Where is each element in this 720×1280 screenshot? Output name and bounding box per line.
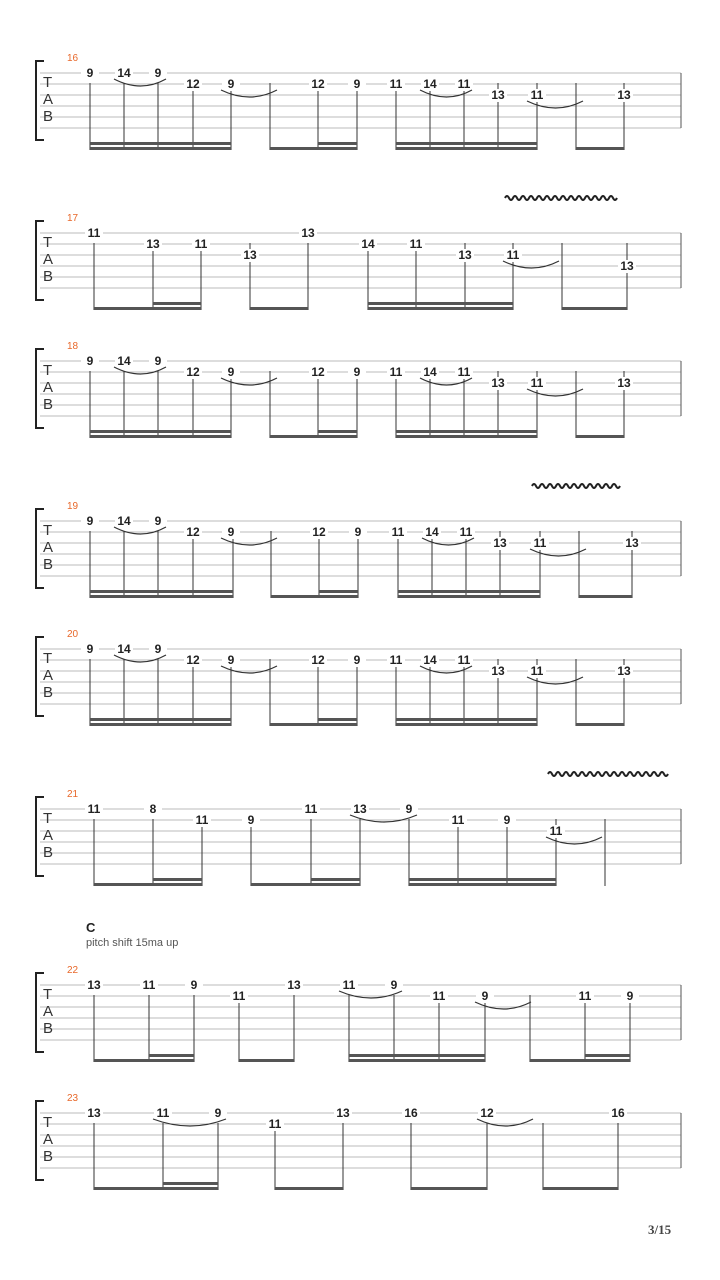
tie-arc <box>527 389 583 396</box>
tab-clef-letter: B <box>43 108 54 125</box>
measure-number: 23 <box>67 1093 79 1104</box>
fret-number: 9 <box>227 77 235 91</box>
note-beam <box>396 142 537 145</box>
note-beam <box>90 142 231 145</box>
tab-clef-letter: T <box>43 362 53 379</box>
tie-arc <box>527 101 583 108</box>
tab-system <box>36 53 681 150</box>
note-beam <box>411 1187 487 1190</box>
tab-clef-letter: T <box>43 74 53 91</box>
fret-number: 13 <box>301 226 315 240</box>
measure-number: 20 <box>67 629 79 640</box>
fret-number: 9 <box>247 813 255 827</box>
fret-number: 11 <box>391 525 405 539</box>
note-beam <box>318 723 357 726</box>
note-beam <box>396 430 537 433</box>
fret-number: 13 <box>617 376 631 390</box>
fret-number: 9 <box>190 978 198 992</box>
note-beam <box>153 878 202 881</box>
tab-clef-letter: T <box>43 234 53 251</box>
note-beam <box>396 147 537 150</box>
note-beam <box>90 723 231 726</box>
note-beam <box>398 595 540 598</box>
note-beam <box>349 1059 485 1062</box>
fret-number: 12 <box>312 525 326 539</box>
tie-arc <box>221 666 277 673</box>
tab-system <box>36 341 681 438</box>
fret-number: 13 <box>491 88 505 102</box>
tie-arc <box>221 90 277 97</box>
section-label: C <box>86 920 96 935</box>
tab-system <box>36 629 681 726</box>
note-beam <box>319 595 358 598</box>
tab-clef-letter: B <box>43 1148 54 1165</box>
note-beam <box>311 878 360 881</box>
note-beam <box>90 590 233 593</box>
fret-number: 14 <box>117 642 131 656</box>
fret-number: 9 <box>353 365 361 379</box>
fret-number: 13 <box>625 536 639 550</box>
measure-number: 18 <box>67 341 79 352</box>
fret-number: 13 <box>87 978 101 992</box>
fret-number: 13 <box>243 248 257 262</box>
fret-number: 13 <box>287 978 301 992</box>
fret-number: 11 <box>506 248 520 262</box>
fret-number: 11 <box>578 989 592 1003</box>
tie-arc <box>530 549 586 556</box>
tab-clef-letter: T <box>43 1114 53 1131</box>
tab-clef-letter: B <box>43 396 54 413</box>
fret-number: 11 <box>389 365 403 379</box>
fret-number: 11 <box>432 989 446 1003</box>
note-beam <box>90 718 231 721</box>
fret-number: 11 <box>195 813 209 827</box>
fret-number: 14 <box>117 66 131 80</box>
fret-number: 14 <box>423 653 437 667</box>
note-beam <box>396 435 537 438</box>
note-beam <box>576 435 624 438</box>
tab-clef-letter: B <box>43 844 54 861</box>
note-beam <box>250 307 308 310</box>
fret-number: 11 <box>342 978 356 992</box>
fret-number: 13 <box>491 376 505 390</box>
note-beam <box>311 883 360 886</box>
note-beam <box>562 307 627 310</box>
tab-clef-letter: B <box>43 556 54 573</box>
fret-number: 12 <box>186 77 200 91</box>
fret-number: 13 <box>336 1106 350 1120</box>
tie-arc <box>527 677 583 684</box>
fret-number: 12 <box>186 365 200 379</box>
fret-number: 11 <box>530 88 544 102</box>
measure-number: 19 <box>67 501 79 512</box>
note-beam <box>153 302 201 305</box>
tie-arc <box>339 991 402 998</box>
fret-number: 11 <box>457 653 471 667</box>
tab-clef-letter: A <box>43 1131 54 1148</box>
tie-arc <box>546 837 602 844</box>
fret-number: 9 <box>405 802 413 816</box>
tab-system <box>36 965 681 1062</box>
fret-number: 11 <box>409 237 423 251</box>
fret-number: 12 <box>186 525 200 539</box>
fret-number: 11 <box>389 653 403 667</box>
note-beam <box>409 883 556 886</box>
vibrato-mark <box>532 484 620 488</box>
note-beam <box>153 883 202 886</box>
tab-system <box>36 196 681 310</box>
note-beam <box>349 1054 485 1057</box>
fret-number: 11 <box>451 813 465 827</box>
tie-arc <box>477 1119 533 1126</box>
tie-arc <box>153 1119 226 1126</box>
fret-number: 9 <box>214 1106 222 1120</box>
fret-number: 16 <box>611 1106 625 1120</box>
tab-clef-letter: A <box>43 539 54 556</box>
fret-number: 9 <box>390 978 398 992</box>
tab-clef-letter: A <box>43 1003 54 1020</box>
fret-number: 8 <box>149 802 157 816</box>
tab-clef-letter: B <box>43 684 54 701</box>
note-beam <box>90 595 233 598</box>
fret-number: 11 <box>232 989 246 1003</box>
fret-number: 9 <box>86 354 94 368</box>
note-beam <box>585 1054 630 1057</box>
note-beam <box>543 1187 618 1190</box>
vibrato-mark <box>548 772 668 776</box>
fret-number: 14 <box>361 237 375 251</box>
note-beam <box>153 307 201 310</box>
note-beam <box>396 718 537 721</box>
note-beam <box>318 430 357 433</box>
measure-number: 16 <box>67 53 79 64</box>
note-beam <box>275 1187 343 1190</box>
fret-number: 9 <box>353 653 361 667</box>
fret-number: 13 <box>87 1106 101 1120</box>
tie-arc <box>221 538 277 545</box>
fret-number: 12 <box>480 1106 494 1120</box>
fret-number: 9 <box>154 514 162 528</box>
note-beam <box>90 147 231 150</box>
fret-number: 12 <box>311 653 325 667</box>
fret-number: 9 <box>353 77 361 91</box>
tie-arc <box>503 261 559 268</box>
note-beam <box>585 1059 630 1062</box>
fret-number: 11 <box>389 77 403 91</box>
tab-system <box>36 772 681 886</box>
fret-number: 13 <box>617 664 631 678</box>
fret-number: 9 <box>86 66 94 80</box>
fret-number: 9 <box>227 525 235 539</box>
tab-systems <box>36 53 681 1190</box>
fret-number: 11 <box>156 1106 170 1120</box>
fret-number: 11 <box>194 237 208 251</box>
vibrato-mark <box>505 196 617 200</box>
measure-number: 22 <box>67 965 79 976</box>
fret-number: 9 <box>86 642 94 656</box>
note-beam <box>576 147 624 150</box>
fret-number: 13 <box>620 259 634 273</box>
fret-number: 14 <box>423 365 437 379</box>
fret-number: 9 <box>354 525 362 539</box>
note-beam <box>318 718 357 721</box>
note-beam <box>149 1054 194 1057</box>
fret-number: 14 <box>423 77 437 91</box>
fret-number: 14 <box>117 514 131 528</box>
tab-system <box>36 1093 681 1190</box>
tab-clef-letter: A <box>43 379 54 396</box>
fret-number: 11 <box>268 1117 282 1131</box>
fret-number: 11 <box>304 802 318 816</box>
fret-number: 9 <box>86 514 94 528</box>
fret-number: 11 <box>142 978 156 992</box>
note-beam <box>149 1059 194 1062</box>
fret-number: 9 <box>503 813 511 827</box>
note-beam <box>576 723 624 726</box>
page-number: 3/15 <box>648 1222 672 1237</box>
fret-number: 13 <box>146 237 160 251</box>
fret-number: 11 <box>457 77 471 91</box>
fret-number: 11 <box>530 376 544 390</box>
note-beam <box>239 1059 294 1062</box>
tab-clef-letter: T <box>43 650 53 667</box>
fret-number: 12 <box>311 77 325 91</box>
fret-number: 13 <box>458 248 472 262</box>
fret-number: 11 <box>459 525 473 539</box>
fret-number: 13 <box>493 536 507 550</box>
fret-number: 14 <box>117 354 131 368</box>
tab-clef-letter: A <box>43 251 54 268</box>
section-instruction: pitch shift 15ma up <box>86 937 179 949</box>
fret-number: 11 <box>533 536 547 550</box>
fret-number: 9 <box>626 989 634 1003</box>
tab-clef-letter: A <box>43 667 54 684</box>
tab-clef-letter: B <box>43 1020 54 1037</box>
fret-number: 13 <box>353 802 367 816</box>
fret-number: 11 <box>457 365 471 379</box>
note-beam <box>90 430 231 433</box>
fret-number: 13 <box>617 88 631 102</box>
fret-number: 11 <box>549 824 563 838</box>
note-beam <box>318 142 357 145</box>
fret-number: 9 <box>154 354 162 368</box>
measure-number: 17 <box>67 213 79 224</box>
note-beam <box>318 147 357 150</box>
tab-clef-letter: A <box>43 91 54 108</box>
note-beam <box>319 590 358 593</box>
fret-number: 14 <box>425 525 439 539</box>
measure-number: 21 <box>67 789 79 800</box>
note-beam <box>318 435 357 438</box>
fret-number: 11 <box>87 802 101 816</box>
fret-number: 9 <box>154 66 162 80</box>
tie-arc <box>221 378 277 385</box>
fret-number: 12 <box>186 653 200 667</box>
fret-number: 9 <box>227 653 235 667</box>
tab-clef-letter: A <box>43 827 54 844</box>
note-beam <box>163 1187 218 1190</box>
tab-clef-letter: T <box>43 986 53 1003</box>
tab-clef-letter: B <box>43 268 54 285</box>
fret-number: 16 <box>404 1106 418 1120</box>
fret-number: 9 <box>481 989 489 1003</box>
note-beam <box>396 723 537 726</box>
tab-clef-letter: T <box>43 810 53 827</box>
tie-arc <box>475 1002 531 1009</box>
fret-number: 9 <box>154 642 162 656</box>
note-beam <box>368 302 513 305</box>
fret-number: 13 <box>491 664 505 678</box>
fret-number: 11 <box>87 226 101 240</box>
note-beam <box>163 1182 218 1185</box>
tab-system <box>36 484 681 598</box>
fret-number: 12 <box>311 365 325 379</box>
tab-clef-letter: T <box>43 522 53 539</box>
note-beam <box>368 307 513 310</box>
note-beam <box>90 435 231 438</box>
note-beam <box>409 878 556 881</box>
note-beam <box>579 595 632 598</box>
note-beam <box>398 590 540 593</box>
fret-number: 11 <box>530 664 544 678</box>
fret-number: 9 <box>227 365 235 379</box>
